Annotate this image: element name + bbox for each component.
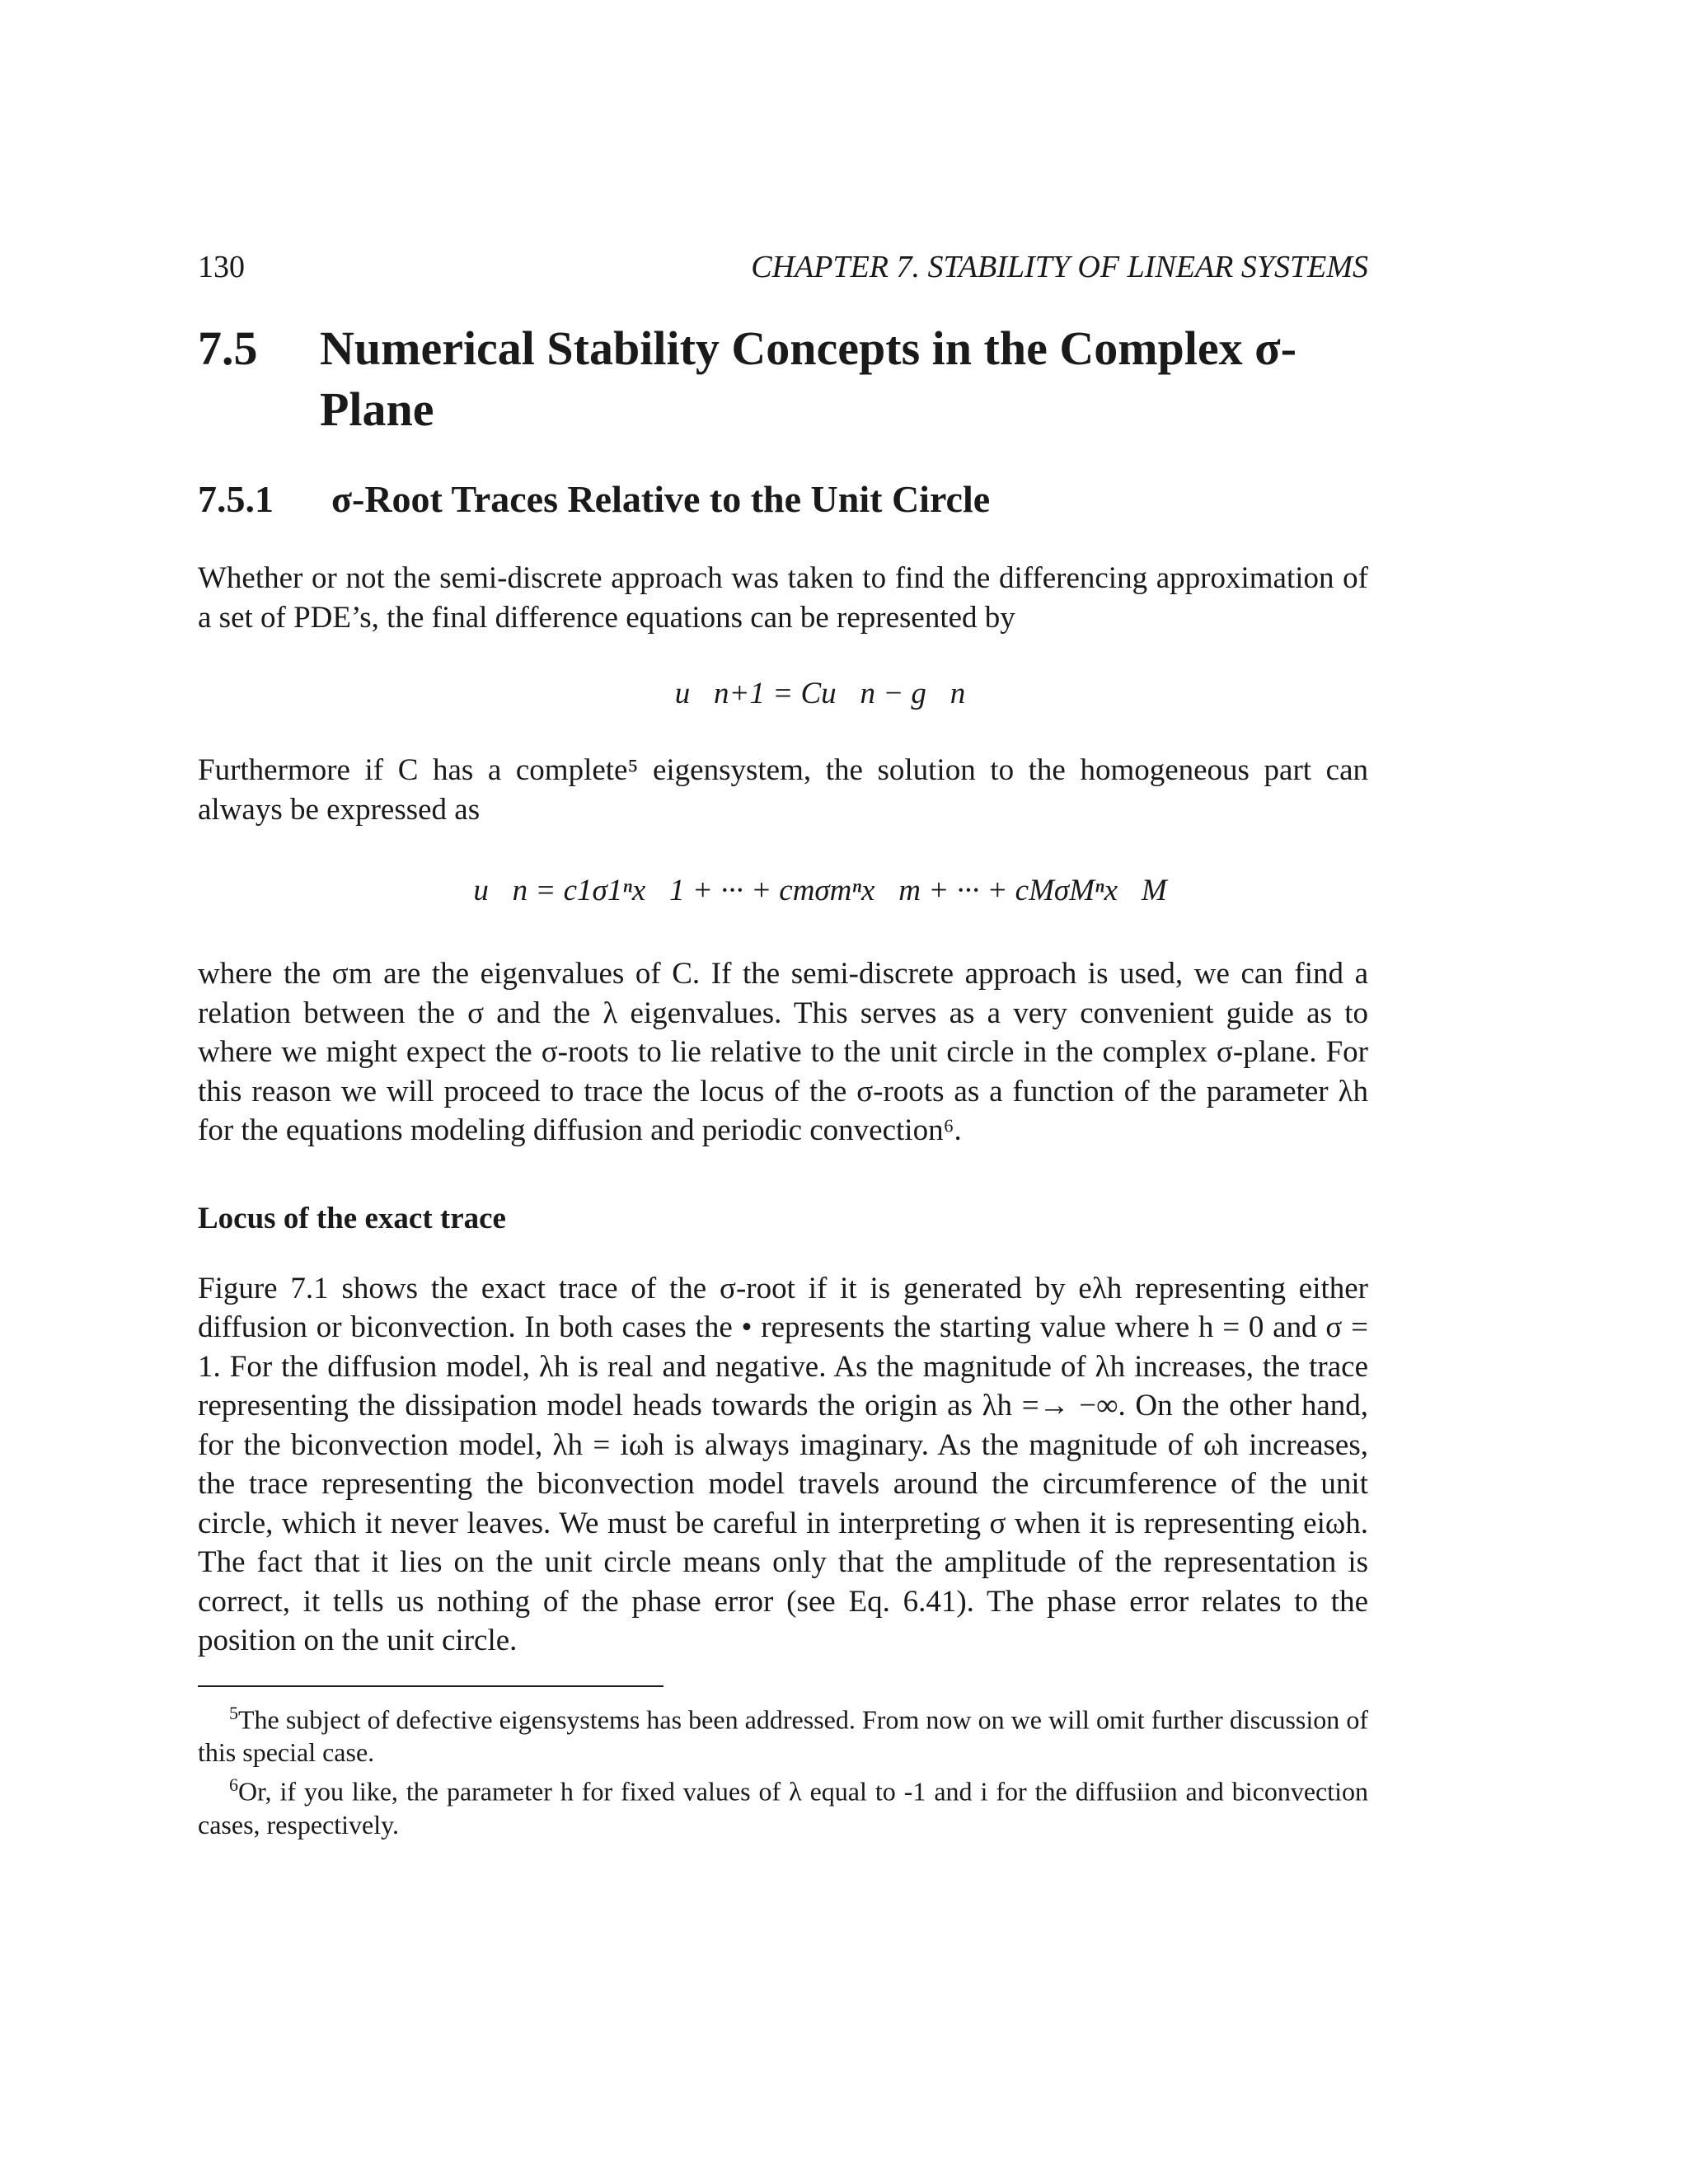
footnotes [198,1697,1368,1841]
equation-text: u⃗n = c1σ1ⁿx⃗1 + ··· + cmσmⁿx⃗m + ··· + cMσMⁿx⃗M [473,874,1167,907]
footnote-text: Or, if you like, the parameter h for fixed values of λ equal to -1 and i for the diffusiion and biconvection cases, respectively. [198,1776,1368,1840]
chapter-title: CHAPTER 7. STABILITY OF LINEAR SYSTEMS [751,250,1368,284]
footnote [198,1697,1368,1769]
document-page [198,247,1368,1841]
page-number: 130 [198,250,245,284]
section-number: 7.5 [198,321,258,375]
paragraph-heading: Locus of the exact trace [198,1201,506,1235]
section-heading [198,318,1368,440]
footnote-mark: 6 [229,1774,238,1796]
paragraph-intro: Whether or not the semi-discrete approach was taken to find the differencing approximation of a set of PDE’s, the final difference equations can be represented by [198,561,1368,635]
footnote-divider [198,1685,663,1687]
running-head [198,247,1368,287]
difference-equation [198,673,1368,715]
equation-text: u⃗n+1 = Cu⃗n − g⃗n [674,677,966,710]
footnote-text: The subject of defective eigensystems has been addressed. From now on we will omit further discussion of this special case. [198,1704,1368,1768]
paragraph-exact-trace: Figure 7.1 shows the exact trace of the σ-root if it is generated by eλh representing either diffusion or biconvection. In both cases the • represents the starting value where h = 0 and σ = 1. For the diffusion model, λh is real and negative. As the magnitude of λh increases, the trace representing the dissipation model heads towards the origin as λh =→ −∞. On the other hand, for the biconvection model, λh = iωh is always imaginary. As the magnitude of ωh increases, the trace representing the biconvection model travels around the circumference of the unit circle, which it never leaves. We must be careful in interpreting σ when it is representing eiωh. The fact that it lies on the unit circle means only that the amplitude of the representation is correct, it tells us nothing of the phase error (see Eq. 6.41). The phase error relates to the position on the unit circle. [198,1271,1368,1657]
section-title: Numerical Stability Concepts in the Complex σ-Plane [320,321,1297,436]
subsection-title: σ-Root Traces Relative to the Unit Circle [331,478,991,520]
subsection-number: 7.5.1 [198,478,274,520]
paragraph-eigenvalues: where the σm are the eigenvalues of C. If the semi-discrete approach is used, we can find a relation between the σ and the λ eigenvalues. This serves as a very convenient guide as to where we might expect the σ-roots to lie relative to the unit circle in the complex σ-plane. For this reason we will proceed to trace the locus of the σ-roots as a function of the parameter λh for the equations modeling diffusion and periodic convection⁶. [198,957,1368,1147]
footnote [198,1769,1368,1841]
paragraph-eigensystem: Furthermore if C has a complete⁵ eigensystem, the solution to the homogeneous part can always be expressed as [198,753,1368,827]
footnote-mark: 5 [229,1702,238,1723]
solution-equation [198,870,1368,912]
subsection-heading [198,475,1368,524]
